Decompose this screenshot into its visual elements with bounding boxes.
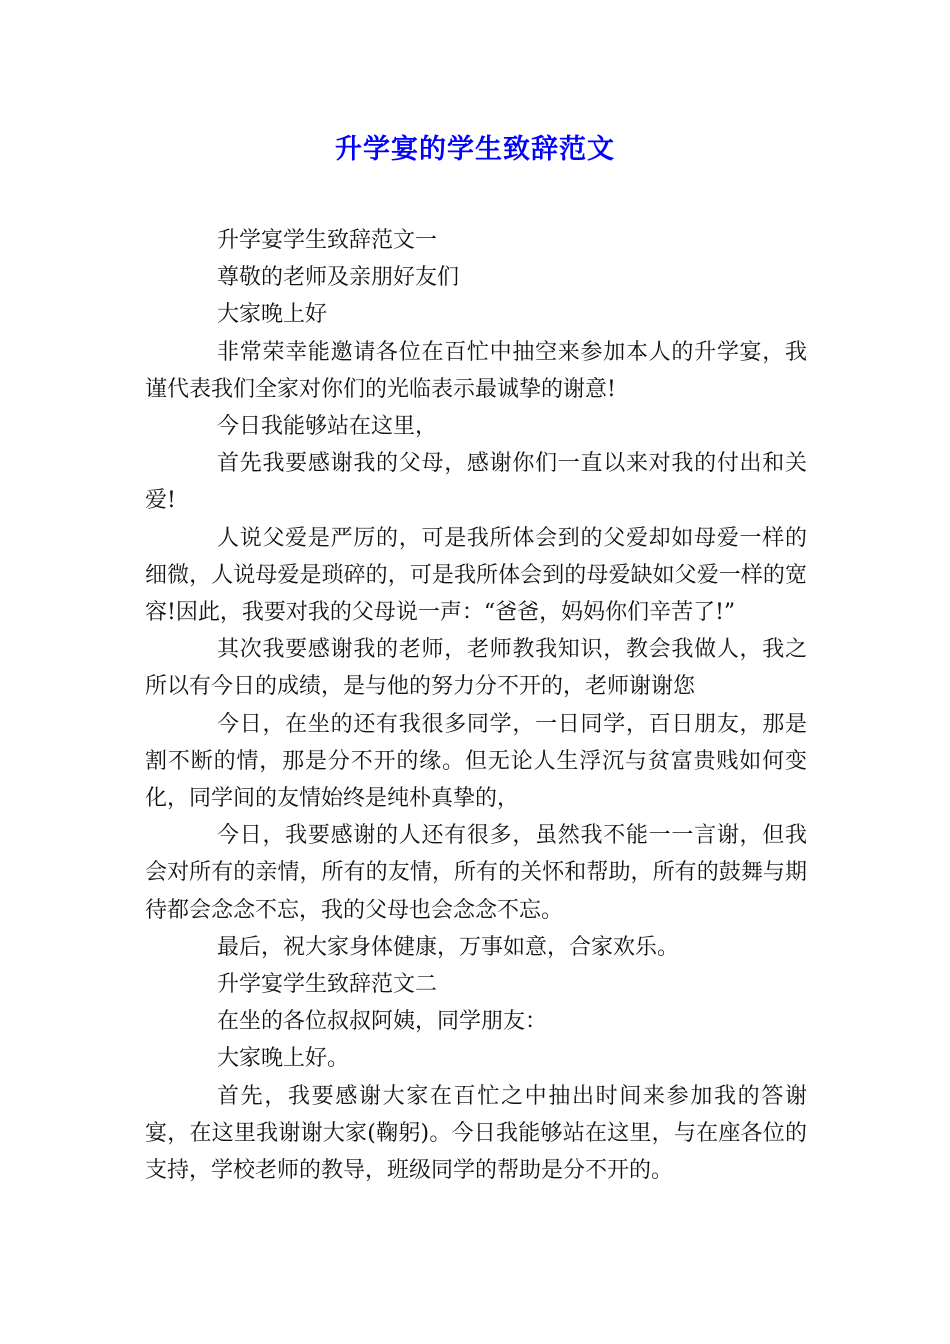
paragraph-good-evening-two: 大家晚上好。 (217, 1046, 350, 1072)
paragraph-thanks-attendance: 非常荣幸能邀请各位在百忙中抽空来参加本人的升学宴，我谨代表我们全家对你们的光临表示最诚挚的谢意! (145, 339, 807, 402)
document-body (145, 222, 807, 1189)
paragraph-greeting-elders: 在坐的各位叔叔阿姨，同学朋友： (217, 1009, 548, 1035)
paragraph-thanks-parents: 首先我要感谢我的父母，感谢你们一直以来对我的付出和关爱! (145, 451, 807, 514)
paragraph-many-thanks: 今日，我要感谢的人还有很多，虽然我不能一一言谢，但我会对所有的亲情，所有的友情，所有的关怀和帮助，所有的鼓舞与期待都会念念不忘，我的父母也会念念不忘。 (145, 823, 807, 923)
paragraph-thanks-banquet: 首先，我要感谢大家在百忙之中抽出时间来参加我的答谢宴，在这里我谢谢大家(鞠躬)。今日我能够站在这里，与在座各位的支持，学校老师的教导，班级同学的帮助是分不开的。 (145, 1083, 807, 1184)
paragraph-thanks-teachers: 其次我要感谢我的老师，老师教我知识，教会我做人，我之所以有今日的成绩，是与他的努力分不开的，老师谢谢您 (145, 637, 807, 700)
paragraph-good-evening: 大家晚上好 (217, 302, 328, 328)
paragraph-section-two-heading: 升学宴学生致辞范文二 (217, 972, 438, 998)
paragraph-closing-wishes: 最后，祝大家身体健康，万事如意，合家欢乐。 (217, 934, 680, 960)
paragraph-section-one-heading: 升学宴学生致辞范文一 (217, 228, 438, 253)
paragraph-classmates: 今日，在坐的还有我很多同学，一日同学，百日朋友，那是割不断的情，那是分不开的缘。但无论人生浮沉与贫富贵贱如何变化，同学间的友情始终是纯朴真挚的， (145, 711, 807, 812)
document-title: 升学宴的学生致辞范文 (335, 134, 615, 165)
paragraph-standing-here: 今日我能够站在这里， (217, 414, 438, 440)
paragraph-parental-love: 人说父爱是严厉的，可是我所体会到的父爱却如母爱一样的细微，人说母爱是琐碎的，可是我所体会到的母爱缺如父爱一样的宽容!因此，我要对我的父母说一声：“爸爸，妈妈你们辛苦了!” (145, 525, 807, 626)
paragraph-greeting-teachers: 尊敬的老师及亲朋好友们 (217, 265, 460, 291)
